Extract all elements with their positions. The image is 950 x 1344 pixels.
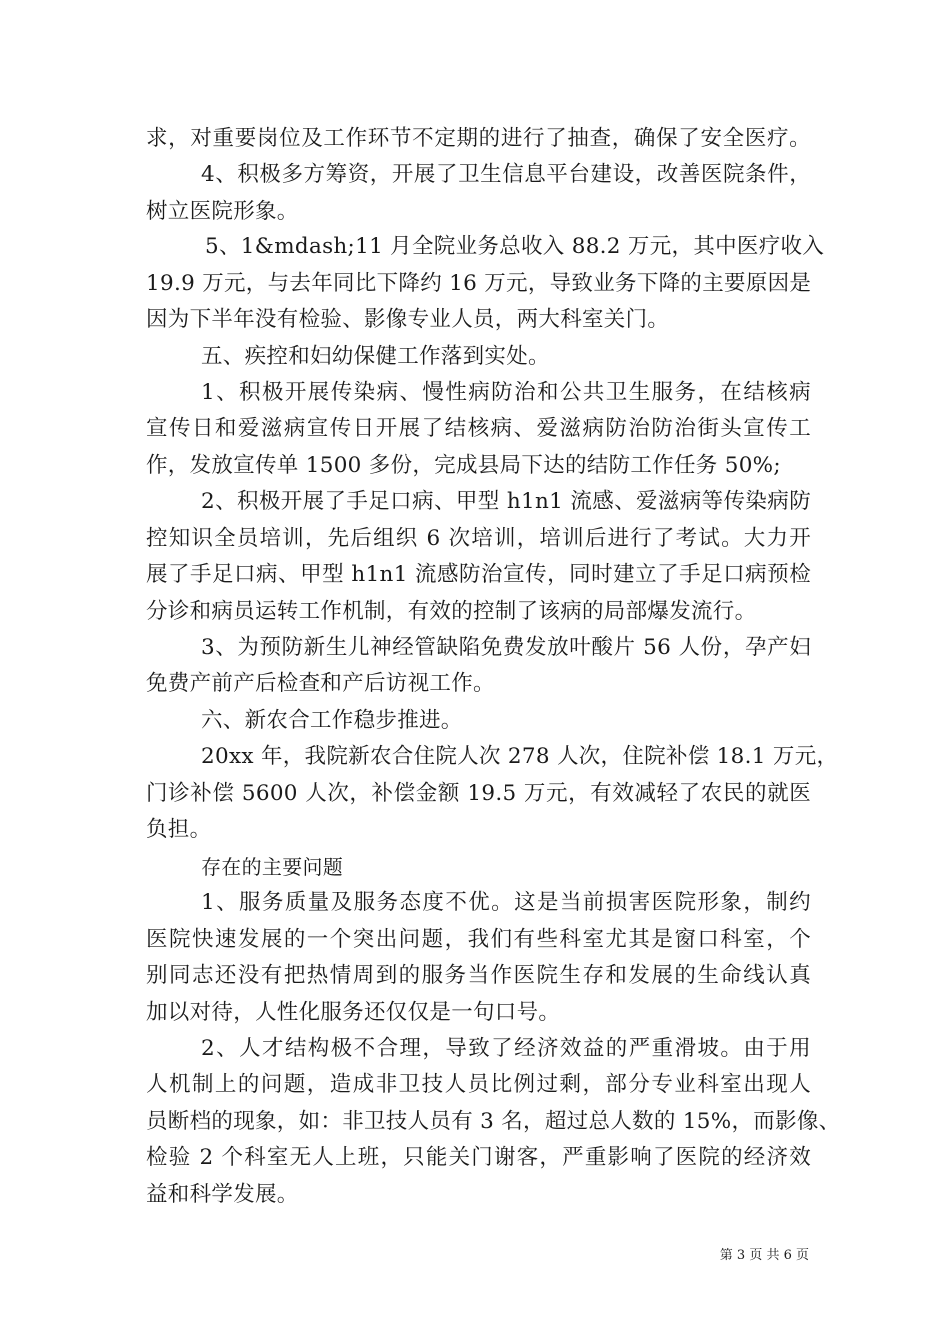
text-line: 1、服务质量及服务态度不优。这是当前损害医院形象，制约 [201, 890, 811, 915]
section-heading: 六、新农合工作稳步推进。 [201, 708, 463, 733]
text-line: 树立医院形象。 [146, 199, 299, 224]
text-line: 5、1&mdash;11 月全院业务总收入 88.2 万元，其中医疗收入 [205, 234, 825, 259]
text-line: 宣传日和爱滋病宣传日开展了结核病、爱滋病防治防治街头宣传工 [146, 416, 811, 441]
text-line: 2、积极开展了手足口病、甲型 h1n1 流感、爱滋病等传染病防 [201, 489, 811, 514]
text-line: 控知识全员培训，先后组织 6 次培训，培训后进行了考试。大力开 [146, 526, 811, 551]
text-line: 20xx 年，我院新农合住院人次 278 人次，住院补偿 18.1 万元， [201, 744, 839, 769]
text-line: 作，发放宣传单 1500 多份，完成县局下达的结防工作任务 50%; [146, 453, 781, 478]
section-heading: 存在的主要问题 [201, 855, 344, 879]
text-line: 2、人才结构极不合理，导致了经济效益的严重滑坡。由于用 [201, 1036, 811, 1061]
section-heading: 五、疾控和妇幼保健工作落到实处。 [201, 344, 550, 369]
text-line: 免费产前产后检查和产后访视工作。 [146, 671, 495, 696]
page-footer: 第 3 页 共 6 页 [719, 1248, 809, 1263]
text-line: 4、积极多方筹资，开展了卫生信息平台建设，改善医院条件， [201, 162, 811, 187]
text-line: 求，对重要岗位及工作环节不定期的进行了抽查，确保了安全医疗。 [146, 126, 811, 151]
text-line: 分诊和病员运转工作机制，有效的控制了该病的局部爆发流行。 [146, 599, 757, 624]
text-line: 检验 2 个科室无人上班，只能关门谢客，严重影响了医院的经济效 [146, 1145, 811, 1170]
text-line: 人机制上的问题，造成非卫技人员比例过剩，部分专业科室出现人 [146, 1072, 811, 1097]
text-line: 3、为预防新生儿神经管缺陷免费发放叶酸片 56 人份，孕产妇 [201, 635, 811, 660]
text-line: 负担。 [146, 817, 212, 842]
text-line: 展了手足口病、甲型 h1n1 流感防治宣传，同时建立了手足口病预检 [146, 562, 811, 587]
text-line: 益和科学发展。 [146, 1182, 299, 1207]
text-line: 19.9 万元，与去年同比下降约 16 万元，导致业务下降的主要原因是 [146, 271, 812, 296]
text-line: 医院快速发展的一个突出问题，我们有些科室尤其是窗口科室，个 [146, 927, 811, 952]
text-line: 别同志还没有把热情周到的服务当作医院生存和发展的生命线认真 [146, 963, 811, 988]
text-line: 因为下半年没有检验、影像专业人员，两大科室关门。 [146, 307, 670, 332]
text-line: 加以对待，人性化服务还仅仅是一句口号。 [146, 1000, 561, 1025]
text-line: 门诊补偿 5600 人次，补偿金额 19.5 万元，有效减轻了农民的就医 [146, 781, 811, 806]
text-line: 员断档的现象，如：非卫技人员有 3 名，超过总人数的 15%，而影像、 [146, 1109, 841, 1134]
text-line: 1、积极开展传染病、慢性病防治和公共卫生服务，在结核病 [201, 380, 811, 405]
